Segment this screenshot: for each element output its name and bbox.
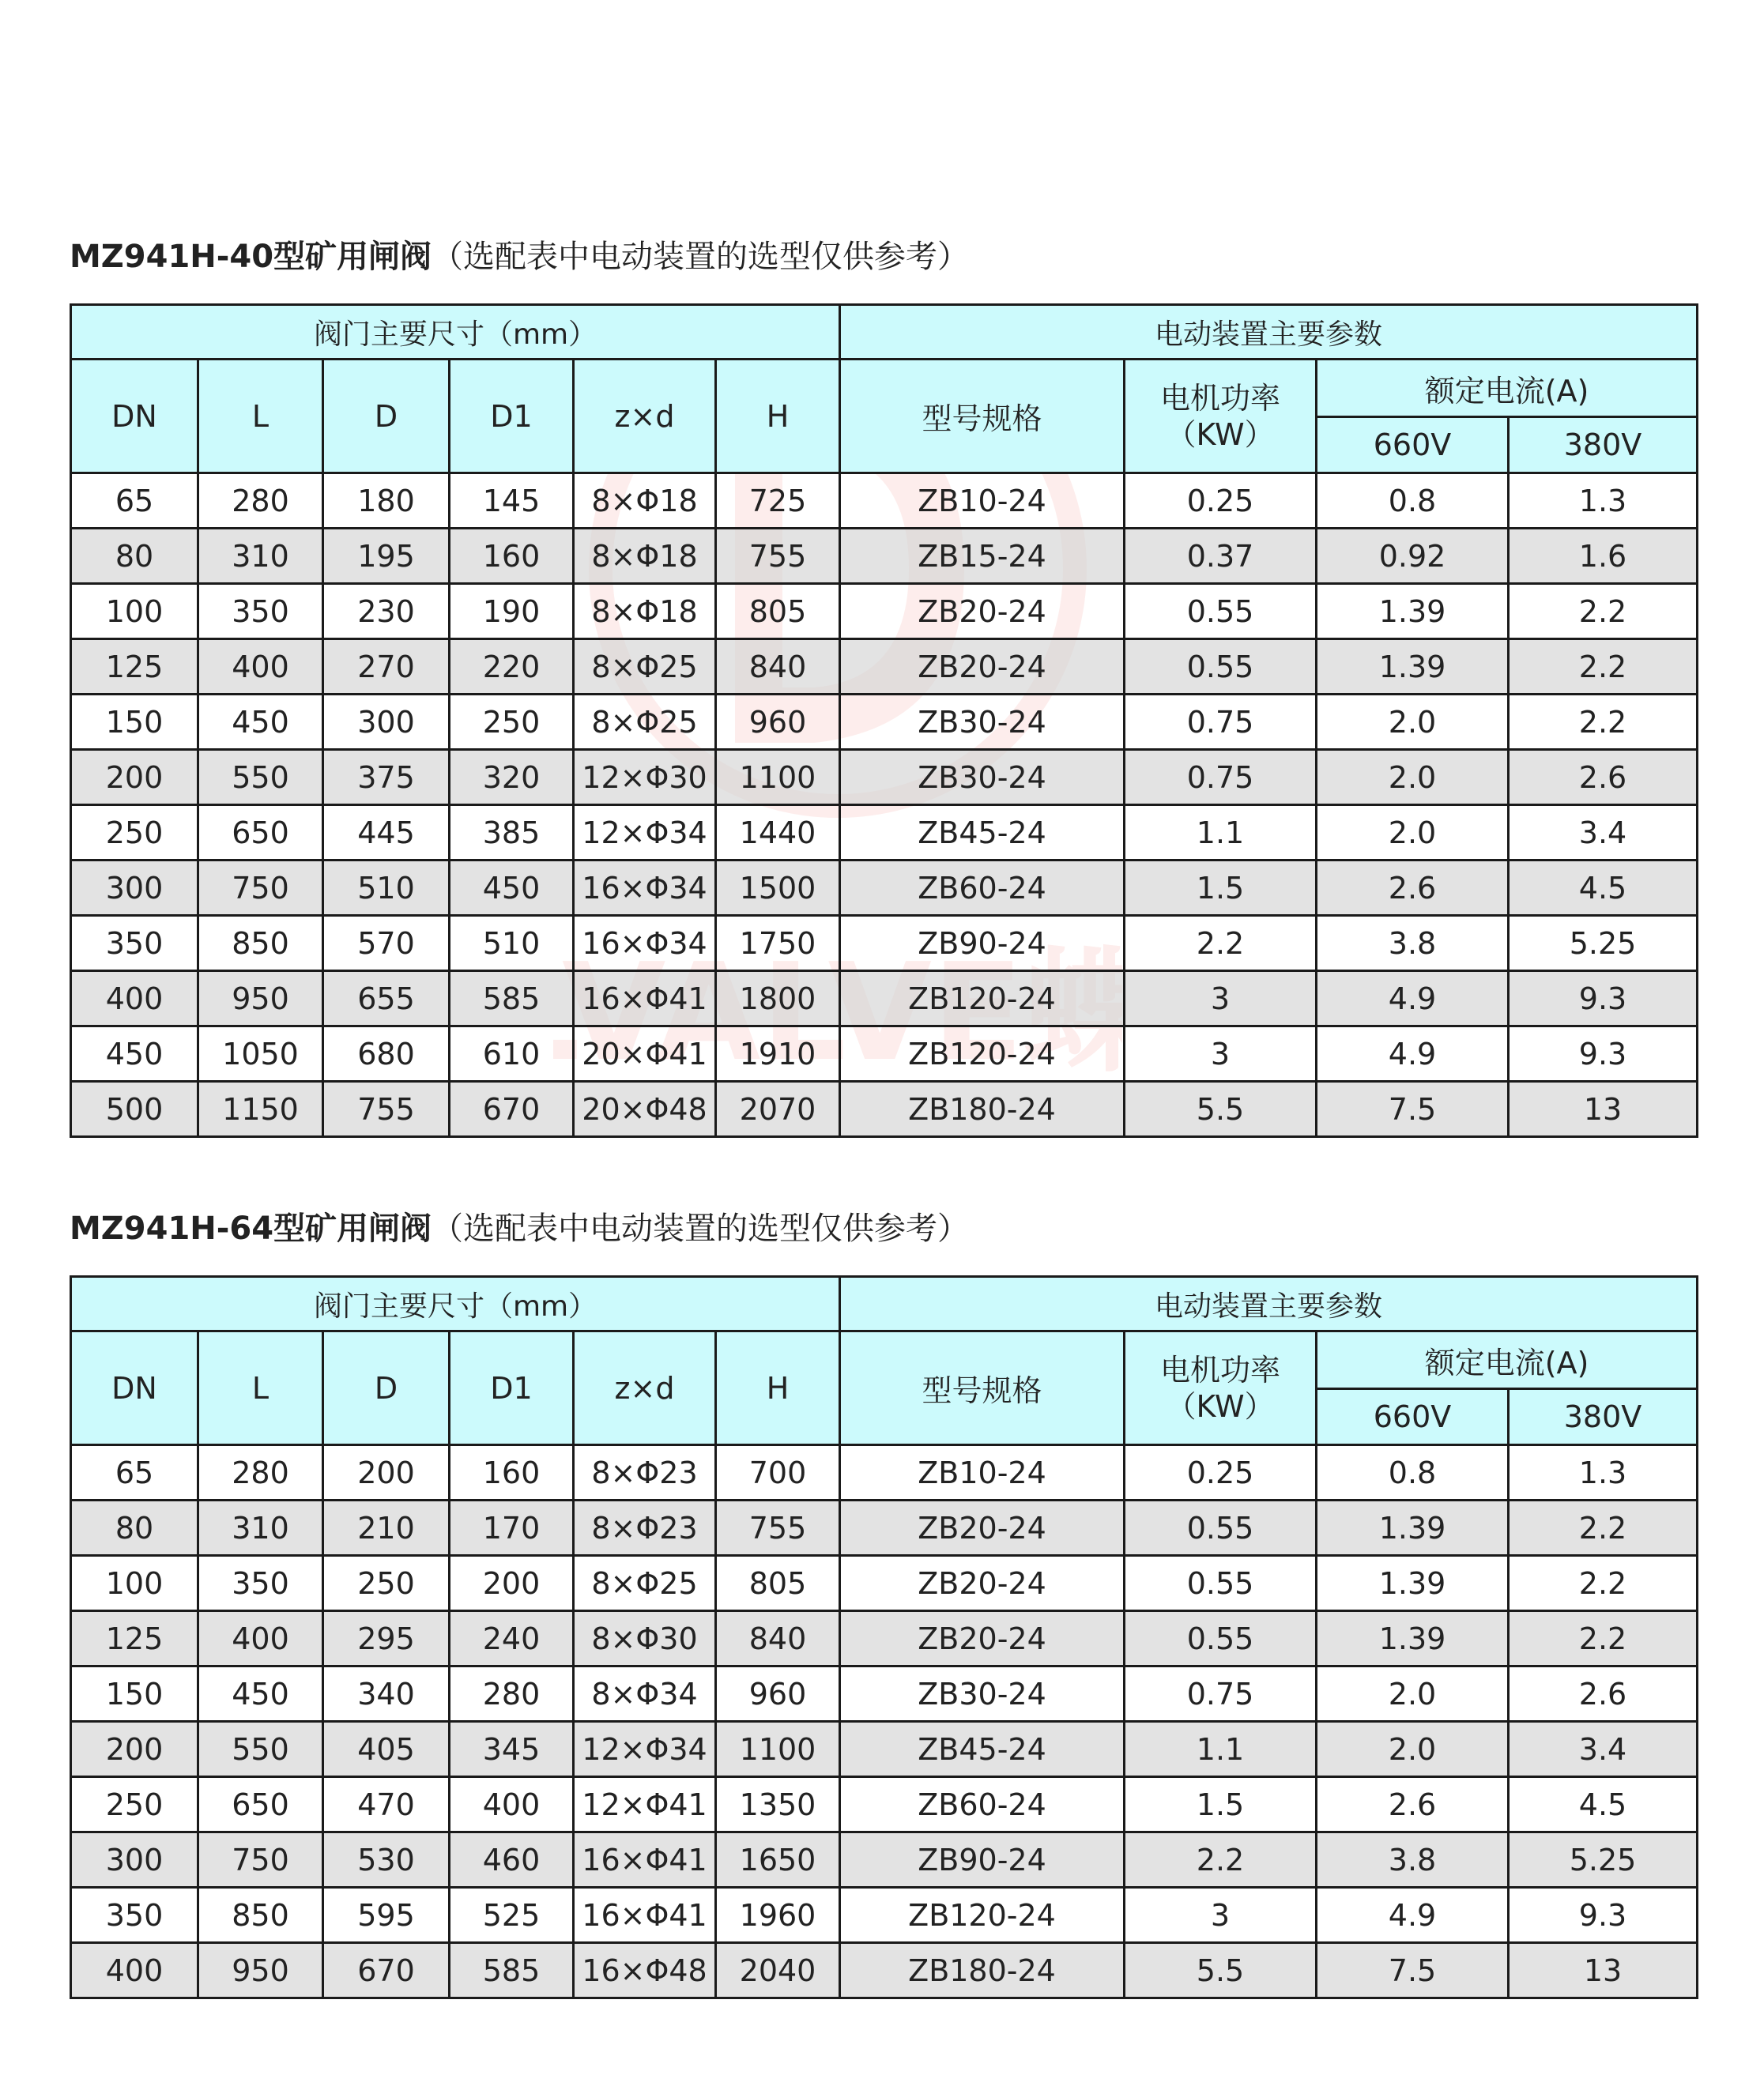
cell-motor-power: 0.37: [1125, 529, 1317, 584]
cell-dn: 300: [71, 861, 198, 916]
cell-h: 1910: [716, 1026, 840, 1082]
table-body: [71, 473, 1698, 1137]
cell-d: 680: [323, 1026, 450, 1082]
table-row: [71, 861, 1698, 916]
cell-h: 755: [716, 529, 840, 584]
section-title: [70, 229, 1696, 284]
cell-current-660v: 2.0: [1317, 750, 1509, 805]
cell-d1: 220: [450, 639, 574, 695]
cell-model: ZB120-24: [840, 1026, 1125, 1082]
cell-dn: 65: [71, 473, 198, 529]
cell-d1: 345: [450, 1722, 574, 1777]
cell-l: 310: [198, 1501, 323, 1556]
cell-current-380v: 2.2: [1509, 1501, 1698, 1556]
spec-table: [70, 1275, 1698, 1999]
cell-h: 1650: [716, 1832, 840, 1888]
cell-current-380v: 3.4: [1509, 805, 1698, 861]
cell-l: 650: [198, 805, 323, 861]
cell-h: 1800: [716, 971, 840, 1026]
cell-current-380v: 5.25: [1509, 1832, 1698, 1888]
cell-d: 530: [323, 1832, 450, 1888]
cell-current-660v: 0.8: [1317, 473, 1509, 529]
motor-power-label: 电机功率: [1160, 1352, 1281, 1388]
cell-current-380v: 1.3: [1509, 1445, 1698, 1501]
cell-current-660v: 2.6: [1317, 1777, 1509, 1832]
cell-h: 1100: [716, 1722, 840, 1777]
cell-d: 230: [323, 584, 450, 639]
cell-dn: 400: [71, 971, 198, 1026]
cell-current-380v: 2.2: [1509, 1611, 1698, 1666]
cell-l: 280: [198, 473, 323, 529]
cell-motor-power: 5.5: [1125, 1082, 1317, 1137]
cell-d: 300: [323, 695, 450, 750]
col-header-380v: 380V: [1509, 1389, 1698, 1445]
cell-zxd: 12×Φ41: [574, 1777, 716, 1832]
cell-d1: 280: [450, 1666, 574, 1722]
cell-model: ZB10-24: [840, 1445, 1125, 1501]
col-header-motor-power: [1125, 360, 1317, 473]
cell-d1: 510: [450, 916, 574, 971]
cell-dn: 100: [71, 1556, 198, 1611]
cell-current-660v: 0.92: [1317, 529, 1509, 584]
header-actuator-params: 电动装置主要参数: [840, 305, 1698, 360]
cell-model: ZB120-24: [840, 971, 1125, 1026]
cell-d1: 160: [450, 529, 574, 584]
cell-d1: 320: [450, 750, 574, 805]
cell-current-660v: 3.8: [1317, 916, 1509, 971]
cell-motor-power: 0.75: [1125, 750, 1317, 805]
cell-l: 400: [198, 1611, 323, 1666]
cell-current-380v: 1.3: [1509, 473, 1698, 529]
cell-d: 570: [323, 916, 450, 971]
cell-zxd: 16×Φ48: [574, 1943, 716, 1998]
cell-h: 2070: [716, 1082, 840, 1137]
cell-model: ZB120-24: [840, 1888, 1125, 1943]
col-header-d: D: [323, 1331, 450, 1445]
cell-current-380v: 3.4: [1509, 1722, 1698, 1777]
motor-power-label: 电机功率: [1160, 380, 1281, 416]
cell-motor-power: 0.55: [1125, 584, 1317, 639]
header-valve-dimensions: 阀门主要尺寸（mm）: [71, 1277, 840, 1331]
cell-zxd: 16×Φ41: [574, 1832, 716, 1888]
cell-d: 270: [323, 639, 450, 695]
cell-dn: 100: [71, 584, 198, 639]
cell-current-380v: 13: [1509, 1082, 1698, 1137]
selection-note: （选配表中电动装置的选型仅供参考）: [432, 1211, 970, 1247]
cell-zxd: 8×Φ25: [574, 639, 716, 695]
cell-h: 960: [716, 1666, 840, 1722]
cell-current-660v: 1.39: [1317, 1611, 1509, 1666]
cell-model: ZB20-24: [840, 584, 1125, 639]
cell-motor-power: 1.1: [1125, 1722, 1317, 1777]
cell-motor-power: 0.25: [1125, 1445, 1317, 1501]
cell-dn: 200: [71, 1722, 198, 1777]
table-row: [71, 1556, 1698, 1611]
cell-dn: 125: [71, 1611, 198, 1666]
cell-l: 1150: [198, 1082, 323, 1137]
table-row: [71, 473, 1698, 529]
cell-model: ZB45-24: [840, 1722, 1125, 1777]
valve-model-title: MZ941H-40型矿用闸阀: [70, 239, 432, 275]
cell-zxd: 20×Φ48: [574, 1082, 716, 1137]
cell-current-380v: 4.5: [1509, 1777, 1698, 1832]
cell-dn: 80: [71, 529, 198, 584]
cell-dn: 400: [71, 1943, 198, 1998]
cell-current-380v: 2.2: [1509, 1556, 1698, 1611]
table-row: [71, 750, 1698, 805]
cell-motor-power: 3: [1125, 1026, 1317, 1082]
col-header-dn: DN: [71, 360, 198, 473]
cell-zxd: 12×Φ34: [574, 1722, 716, 1777]
cell-model: ZB15-24: [840, 529, 1125, 584]
cell-h: 840: [716, 1611, 840, 1666]
cell-current-380v: 2.2: [1509, 584, 1698, 639]
cell-current-380v: 5.25: [1509, 916, 1698, 971]
cell-model: ZB30-24: [840, 750, 1125, 805]
cell-motor-power: 0.75: [1125, 1666, 1317, 1722]
selection-note: （选配表中电动装置的选型仅供参考）: [432, 239, 970, 275]
spec-table: [70, 303, 1698, 1138]
cell-model: ZB20-24: [840, 1611, 1125, 1666]
section-title: [70, 1201, 1696, 1256]
col-header-h: H: [716, 360, 840, 473]
cell-h: 2040: [716, 1943, 840, 1998]
cell-h: 700: [716, 1445, 840, 1501]
cell-current-380v: 9.3: [1509, 971, 1698, 1026]
col-header-model: 型号规格: [840, 360, 1125, 473]
table-section-2: [70, 1201, 1696, 1999]
cell-d1: 585: [450, 971, 574, 1026]
cell-current-660v: 1.39: [1317, 639, 1509, 695]
cell-d: 180: [323, 473, 450, 529]
cell-d: 755: [323, 1082, 450, 1137]
col-header-h: H: [716, 1331, 840, 1445]
cell-zxd: 8×Φ25: [574, 695, 716, 750]
cell-h: 805: [716, 1556, 840, 1611]
table-row: [71, 584, 1698, 639]
cell-d1: 145: [450, 473, 574, 529]
col-header-motor-power: [1125, 1331, 1317, 1445]
cell-current-660v: 2.0: [1317, 695, 1509, 750]
cell-model: ZB10-24: [840, 473, 1125, 529]
cell-h: 805: [716, 584, 840, 639]
cell-current-660v: 1.39: [1317, 1501, 1509, 1556]
table-row: [71, 971, 1698, 1026]
cell-dn: 200: [71, 750, 198, 805]
cell-current-660v: 7.5: [1317, 1082, 1509, 1137]
cell-d: 510: [323, 861, 450, 916]
cell-h: 840: [716, 639, 840, 695]
cell-motor-power: 1.1: [1125, 805, 1317, 861]
cell-dn: 125: [71, 639, 198, 695]
cell-h: 1960: [716, 1888, 840, 1943]
table-row: [71, 1888, 1698, 1943]
cell-l: 750: [198, 1832, 323, 1888]
cell-dn: 500: [71, 1082, 198, 1137]
cell-model: ZB90-24: [840, 916, 1125, 971]
table-body: [71, 1445, 1698, 1998]
cell-zxd: 8×Φ25: [574, 1556, 716, 1611]
col-header-d1: D1: [450, 360, 574, 473]
cell-motor-power: 2.2: [1125, 916, 1317, 971]
cell-h: 755: [716, 1501, 840, 1556]
table-row: [71, 1943, 1698, 1998]
cell-l: 550: [198, 1722, 323, 1777]
table-row: [71, 695, 1698, 750]
cell-h: 1440: [716, 805, 840, 861]
cell-d: 295: [323, 1611, 450, 1666]
cell-d1: 670: [450, 1082, 574, 1137]
cell-d: 210: [323, 1501, 450, 1556]
table-row: [71, 1722, 1698, 1777]
cell-dn: 350: [71, 1888, 198, 1943]
cell-model: ZB30-24: [840, 695, 1125, 750]
cell-zxd: 16×Φ34: [574, 861, 716, 916]
cell-current-380v: 1.6: [1509, 529, 1698, 584]
cell-l: 950: [198, 971, 323, 1026]
cell-motor-power: 1.5: [1125, 1777, 1317, 1832]
col-header-d: D: [323, 360, 450, 473]
cell-h: 960: [716, 695, 840, 750]
cell-zxd: 12×Φ30: [574, 750, 716, 805]
cell-l: 550: [198, 750, 323, 805]
cell-d: 405: [323, 1722, 450, 1777]
col-header-dn: DN: [71, 1331, 198, 1445]
cell-zxd: 20×Φ41: [574, 1026, 716, 1082]
cell-current-380v: 2.2: [1509, 639, 1698, 695]
cell-dn: 150: [71, 695, 198, 750]
cell-d1: 200: [450, 1556, 574, 1611]
cell-l: 450: [198, 1666, 323, 1722]
cell-current-660v: 4.9: [1317, 1026, 1509, 1082]
col-header-380v: 380V: [1509, 417, 1698, 473]
motor-power-unit: （KW）: [1166, 1388, 1275, 1424]
cell-current-660v: 1.39: [1317, 584, 1509, 639]
cell-model: ZB180-24: [840, 1943, 1125, 1998]
cell-h: 1750: [716, 916, 840, 971]
cell-l: 350: [198, 1556, 323, 1611]
table-row: [71, 1666, 1698, 1722]
cell-zxd: 16×Φ34: [574, 916, 716, 971]
cell-l: 350: [198, 584, 323, 639]
cell-motor-power: 3: [1125, 971, 1317, 1026]
cell-model: ZB20-24: [840, 1501, 1125, 1556]
cell-model: ZB20-24: [840, 639, 1125, 695]
cell-motor-power: 0.55: [1125, 1501, 1317, 1556]
cell-current-660v: 0.8: [1317, 1445, 1509, 1501]
col-header-660v: 660V: [1317, 1389, 1509, 1445]
cell-current-380v: 9.3: [1509, 1026, 1698, 1082]
cell-current-660v: 1.39: [1317, 1556, 1509, 1611]
cell-d1: 450: [450, 861, 574, 916]
cell-current-660v: 4.9: [1317, 1888, 1509, 1943]
cell-motor-power: 0.75: [1125, 695, 1317, 750]
cell-d: 195: [323, 529, 450, 584]
cell-dn: 250: [71, 1777, 198, 1832]
cell-model: ZB30-24: [840, 1666, 1125, 1722]
cell-current-380v: 2.6: [1509, 1666, 1698, 1722]
cell-l: 280: [198, 1445, 323, 1501]
table-row: [71, 805, 1698, 861]
table-row: [71, 1501, 1698, 1556]
cell-l: 750: [198, 861, 323, 916]
motor-power-unit: （KW）: [1166, 416, 1275, 452]
cell-motor-power: 0.55: [1125, 1556, 1317, 1611]
cell-model: ZB180-24: [840, 1082, 1125, 1137]
cell-d: 340: [323, 1666, 450, 1722]
table-row: [71, 1777, 1698, 1832]
col-header-rated-current: 额定电流(A): [1317, 360, 1698, 417]
cell-zxd: 8×Φ30: [574, 1611, 716, 1666]
table-row: [71, 529, 1698, 584]
cell-current-660v: 2.0: [1317, 805, 1509, 861]
col-header-l: L: [198, 360, 323, 473]
cell-motor-power: 0.55: [1125, 639, 1317, 695]
cell-l: 450: [198, 695, 323, 750]
cell-current-380v: 2.2: [1509, 695, 1698, 750]
table-row: [71, 1611, 1698, 1666]
cell-motor-power: 5.5: [1125, 1943, 1317, 1998]
cell-current-380v: 13: [1509, 1943, 1698, 1998]
cell-l: 850: [198, 916, 323, 971]
cell-l: 310: [198, 529, 323, 584]
cell-d1: 190: [450, 584, 574, 639]
cell-current-380v: 2.6: [1509, 750, 1698, 805]
cell-zxd: 8×Φ18: [574, 473, 716, 529]
cell-current-660v: 2.0: [1317, 1722, 1509, 1777]
valve-model-title: MZ941H-64型矿用闸阀: [70, 1211, 432, 1247]
cell-dn: 450: [71, 1026, 198, 1082]
cell-h: 1100: [716, 750, 840, 805]
col-header-model: 型号规格: [840, 1331, 1125, 1445]
table-row: [71, 639, 1698, 695]
table-row: [71, 1026, 1698, 1082]
cell-zxd: 8×Φ18: [574, 584, 716, 639]
cell-motor-power: 2.2: [1125, 1832, 1317, 1888]
cell-d1: 585: [450, 1943, 574, 1998]
cell-current-660v: 2.0: [1317, 1666, 1509, 1722]
cell-motor-power: 0.25: [1125, 473, 1317, 529]
cell-current-660v: 3.8: [1317, 1832, 1509, 1888]
col-header-rated-current: 额定电流(A): [1317, 1331, 1698, 1389]
table-row: [71, 1082, 1698, 1137]
cell-dn: 65: [71, 1445, 198, 1501]
cell-model: ZB90-24: [840, 1832, 1125, 1888]
cell-d: 200: [323, 1445, 450, 1501]
cell-d1: 250: [450, 695, 574, 750]
cell-d1: 400: [450, 1777, 574, 1832]
cell-d: 595: [323, 1888, 450, 1943]
cell-d: 470: [323, 1777, 450, 1832]
cell-l: 650: [198, 1777, 323, 1832]
header-valve-dimensions: 阀门主要尺寸（mm）: [71, 305, 840, 360]
cell-l: 1050: [198, 1026, 323, 1082]
cell-d1: 385: [450, 805, 574, 861]
cell-d1: 240: [450, 1611, 574, 1666]
cell-zxd: 8×Φ34: [574, 1666, 716, 1722]
cell-model: ZB45-24: [840, 805, 1125, 861]
cell-model: ZB60-24: [840, 1777, 1125, 1832]
cell-zxd: 8×Φ18: [574, 529, 716, 584]
cell-zxd: 16×Φ41: [574, 971, 716, 1026]
cell-dn: 250: [71, 805, 198, 861]
col-header-zxd: z×d: [574, 1331, 716, 1445]
table-row: [71, 1445, 1698, 1501]
cell-d: 250: [323, 1556, 450, 1611]
cell-d: 445: [323, 805, 450, 861]
cell-h: 725: [716, 473, 840, 529]
cell-d1: 525: [450, 1888, 574, 1943]
cell-dn: 350: [71, 916, 198, 971]
table-row: [71, 1832, 1698, 1888]
cell-l: 850: [198, 1888, 323, 1943]
header-actuator-params: 电动装置主要参数: [840, 1277, 1698, 1331]
cell-d1: 160: [450, 1445, 574, 1501]
cell-d1: 170: [450, 1501, 574, 1556]
cell-d1: 610: [450, 1026, 574, 1082]
cell-d1: 460: [450, 1832, 574, 1888]
cell-current-660v: 2.6: [1317, 861, 1509, 916]
cell-zxd: 12×Φ34: [574, 805, 716, 861]
cell-motor-power: 1.5: [1125, 861, 1317, 916]
cell-zxd: 16×Φ41: [574, 1888, 716, 1943]
col-header-l: L: [198, 1331, 323, 1445]
cell-zxd: 8×Φ23: [574, 1445, 716, 1501]
cell-current-380v: 4.5: [1509, 861, 1698, 916]
col-header-d1: D1: [450, 1331, 574, 1445]
table-section-1: [70, 229, 1696, 1138]
col-header-660v: 660V: [1317, 417, 1509, 473]
cell-current-660v: 4.9: [1317, 971, 1509, 1026]
cell-model: ZB60-24: [840, 861, 1125, 916]
table-row: [71, 916, 1698, 971]
cell-zxd: 8×Φ23: [574, 1501, 716, 1556]
col-header-zxd: z×d: [574, 360, 716, 473]
cell-dn: 150: [71, 1666, 198, 1722]
cell-current-380v: 9.3: [1509, 1888, 1698, 1943]
cell-motor-power: 0.55: [1125, 1611, 1317, 1666]
cell-h: 1500: [716, 861, 840, 916]
cell-current-660v: 7.5: [1317, 1943, 1509, 1998]
cell-d: 670: [323, 1943, 450, 1998]
cell-h: 1350: [716, 1777, 840, 1832]
cell-dn: 80: [71, 1501, 198, 1556]
cell-d: 375: [323, 750, 450, 805]
cell-l: 950: [198, 1943, 323, 1998]
cell-model: ZB20-24: [840, 1556, 1125, 1611]
cell-dn: 300: [71, 1832, 198, 1888]
cell-l: 400: [198, 639, 323, 695]
cell-motor-power: 3: [1125, 1888, 1317, 1943]
cell-d: 655: [323, 971, 450, 1026]
